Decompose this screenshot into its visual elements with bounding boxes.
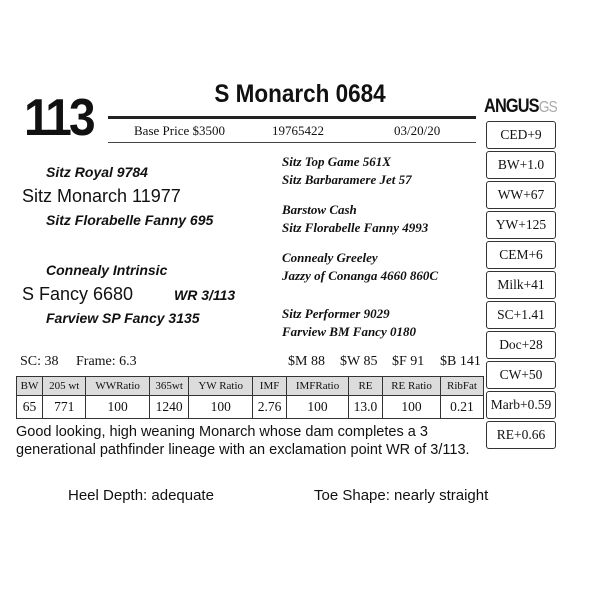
index-m: $M 88 (288, 354, 325, 369)
epd-column (486, 121, 556, 451)
table-cell: 100 (86, 396, 149, 419)
table-header: BW (17, 377, 43, 396)
logo-main: ANGUS (484, 96, 539, 117)
sire-sire-dam: Sitz Barbaramere Jet 57 (282, 172, 412, 187)
table-header-row (17, 377, 484, 396)
index-b: $B 141 (440, 354, 481, 369)
table-cell: 100 (189, 396, 253, 419)
table-header: IMFRatio (287, 377, 349, 396)
scrotal-circumference: SC: 38 (20, 354, 59, 369)
index-w: $W 85 (340, 354, 378, 369)
table-header: RibFat (440, 377, 483, 396)
sire-sire: Sitz Royal 9784 (46, 164, 148, 180)
dam-dam-dam: Farview BM Fancy 0180 (282, 324, 416, 339)
epd-yw: YW+125 (486, 211, 556, 239)
dam-dam: Farview SP Fancy 3135 (46, 310, 200, 326)
epd-re: RE+0.66 (486, 421, 556, 449)
sire-dam-dam: Sitz Florabelle Fanny 4993 (282, 220, 429, 235)
table-header: 205 wt (43, 377, 86, 396)
table-cell: 771 (43, 396, 86, 419)
table-header: 365wt (149, 377, 189, 396)
animal-name: S Monarch 0684 (214, 80, 386, 108)
toe-shape: Toe Shape: nearly straight (314, 487, 489, 504)
sire-dam-sire: Barstow Cash (282, 202, 357, 217)
epd-sc: SC+1.41 (486, 301, 556, 329)
base-price: Base Price $3500 (134, 123, 225, 138)
table-cell: 0.21 (440, 396, 483, 419)
lot-comment: Good looking, high weaning Monarch whose dam completes a 3 generational pathfinder lineage with an exclamation point WR of 3/113. (16, 424, 470, 458)
birth-date: 03/20/20 (394, 123, 441, 138)
sire-dam: Sitz Florabelle Fanny 695 (46, 212, 214, 228)
table-header: WWRatio (86, 377, 149, 396)
table-row (17, 396, 484, 419)
dam-note: WR 3/113 (174, 287, 236, 303)
logo-suffix: GS (538, 99, 557, 116)
table-cell: 100 (383, 396, 441, 419)
table-cell: 2.76 (252, 396, 286, 419)
epd-marb: Marb+0.59 (486, 391, 556, 419)
epd-cem: CEM+6 (486, 241, 556, 269)
registration-number: 19765422 (272, 123, 324, 138)
epd-ced: CED+9 (486, 121, 556, 149)
sire: Sitz Monarch 11977 (22, 186, 181, 206)
index-f: $F 91 (392, 354, 425, 369)
performance-table (16, 376, 484, 419)
table-cell: 13.0 (348, 396, 382, 419)
epd-cw: CW+50 (486, 361, 556, 389)
table-header: IMF (252, 377, 286, 396)
angus-gs-logo (484, 96, 557, 118)
epd-milk: Milk+41 (486, 271, 556, 299)
dam: S Fancy 6680 (22, 284, 134, 304)
heel-depth: Heel Depth: adequate (68, 487, 214, 504)
sire-sire-sire: Sitz Top Game 561X (282, 154, 391, 169)
table-header: RE Ratio (383, 377, 441, 396)
table-header: YW Ratio (189, 377, 253, 396)
lot-number: 113 (24, 89, 93, 147)
table-header: RE (348, 377, 382, 396)
frame-score: Frame: 6.3 (76, 354, 137, 369)
dam-sire-dam: Jazzy of Conanga 4660 860C (282, 268, 439, 283)
epd-ww: WW+67 (486, 181, 556, 209)
title-divider (108, 116, 476, 119)
dam-sire-sire: Connealy Greeley (282, 250, 378, 265)
table-cell: 100 (287, 396, 349, 419)
dam-sire: Connealy Intrinsic (46, 262, 168, 278)
epd-bw: BW+1.0 (486, 151, 556, 179)
dam-dam-sire: Sitz Performer 9029 (282, 306, 390, 321)
table-cell: 65 (17, 396, 43, 419)
epd-doc: Doc+28 (486, 331, 556, 359)
table-cell: 1240 (149, 396, 189, 419)
info-divider (108, 142, 476, 143)
